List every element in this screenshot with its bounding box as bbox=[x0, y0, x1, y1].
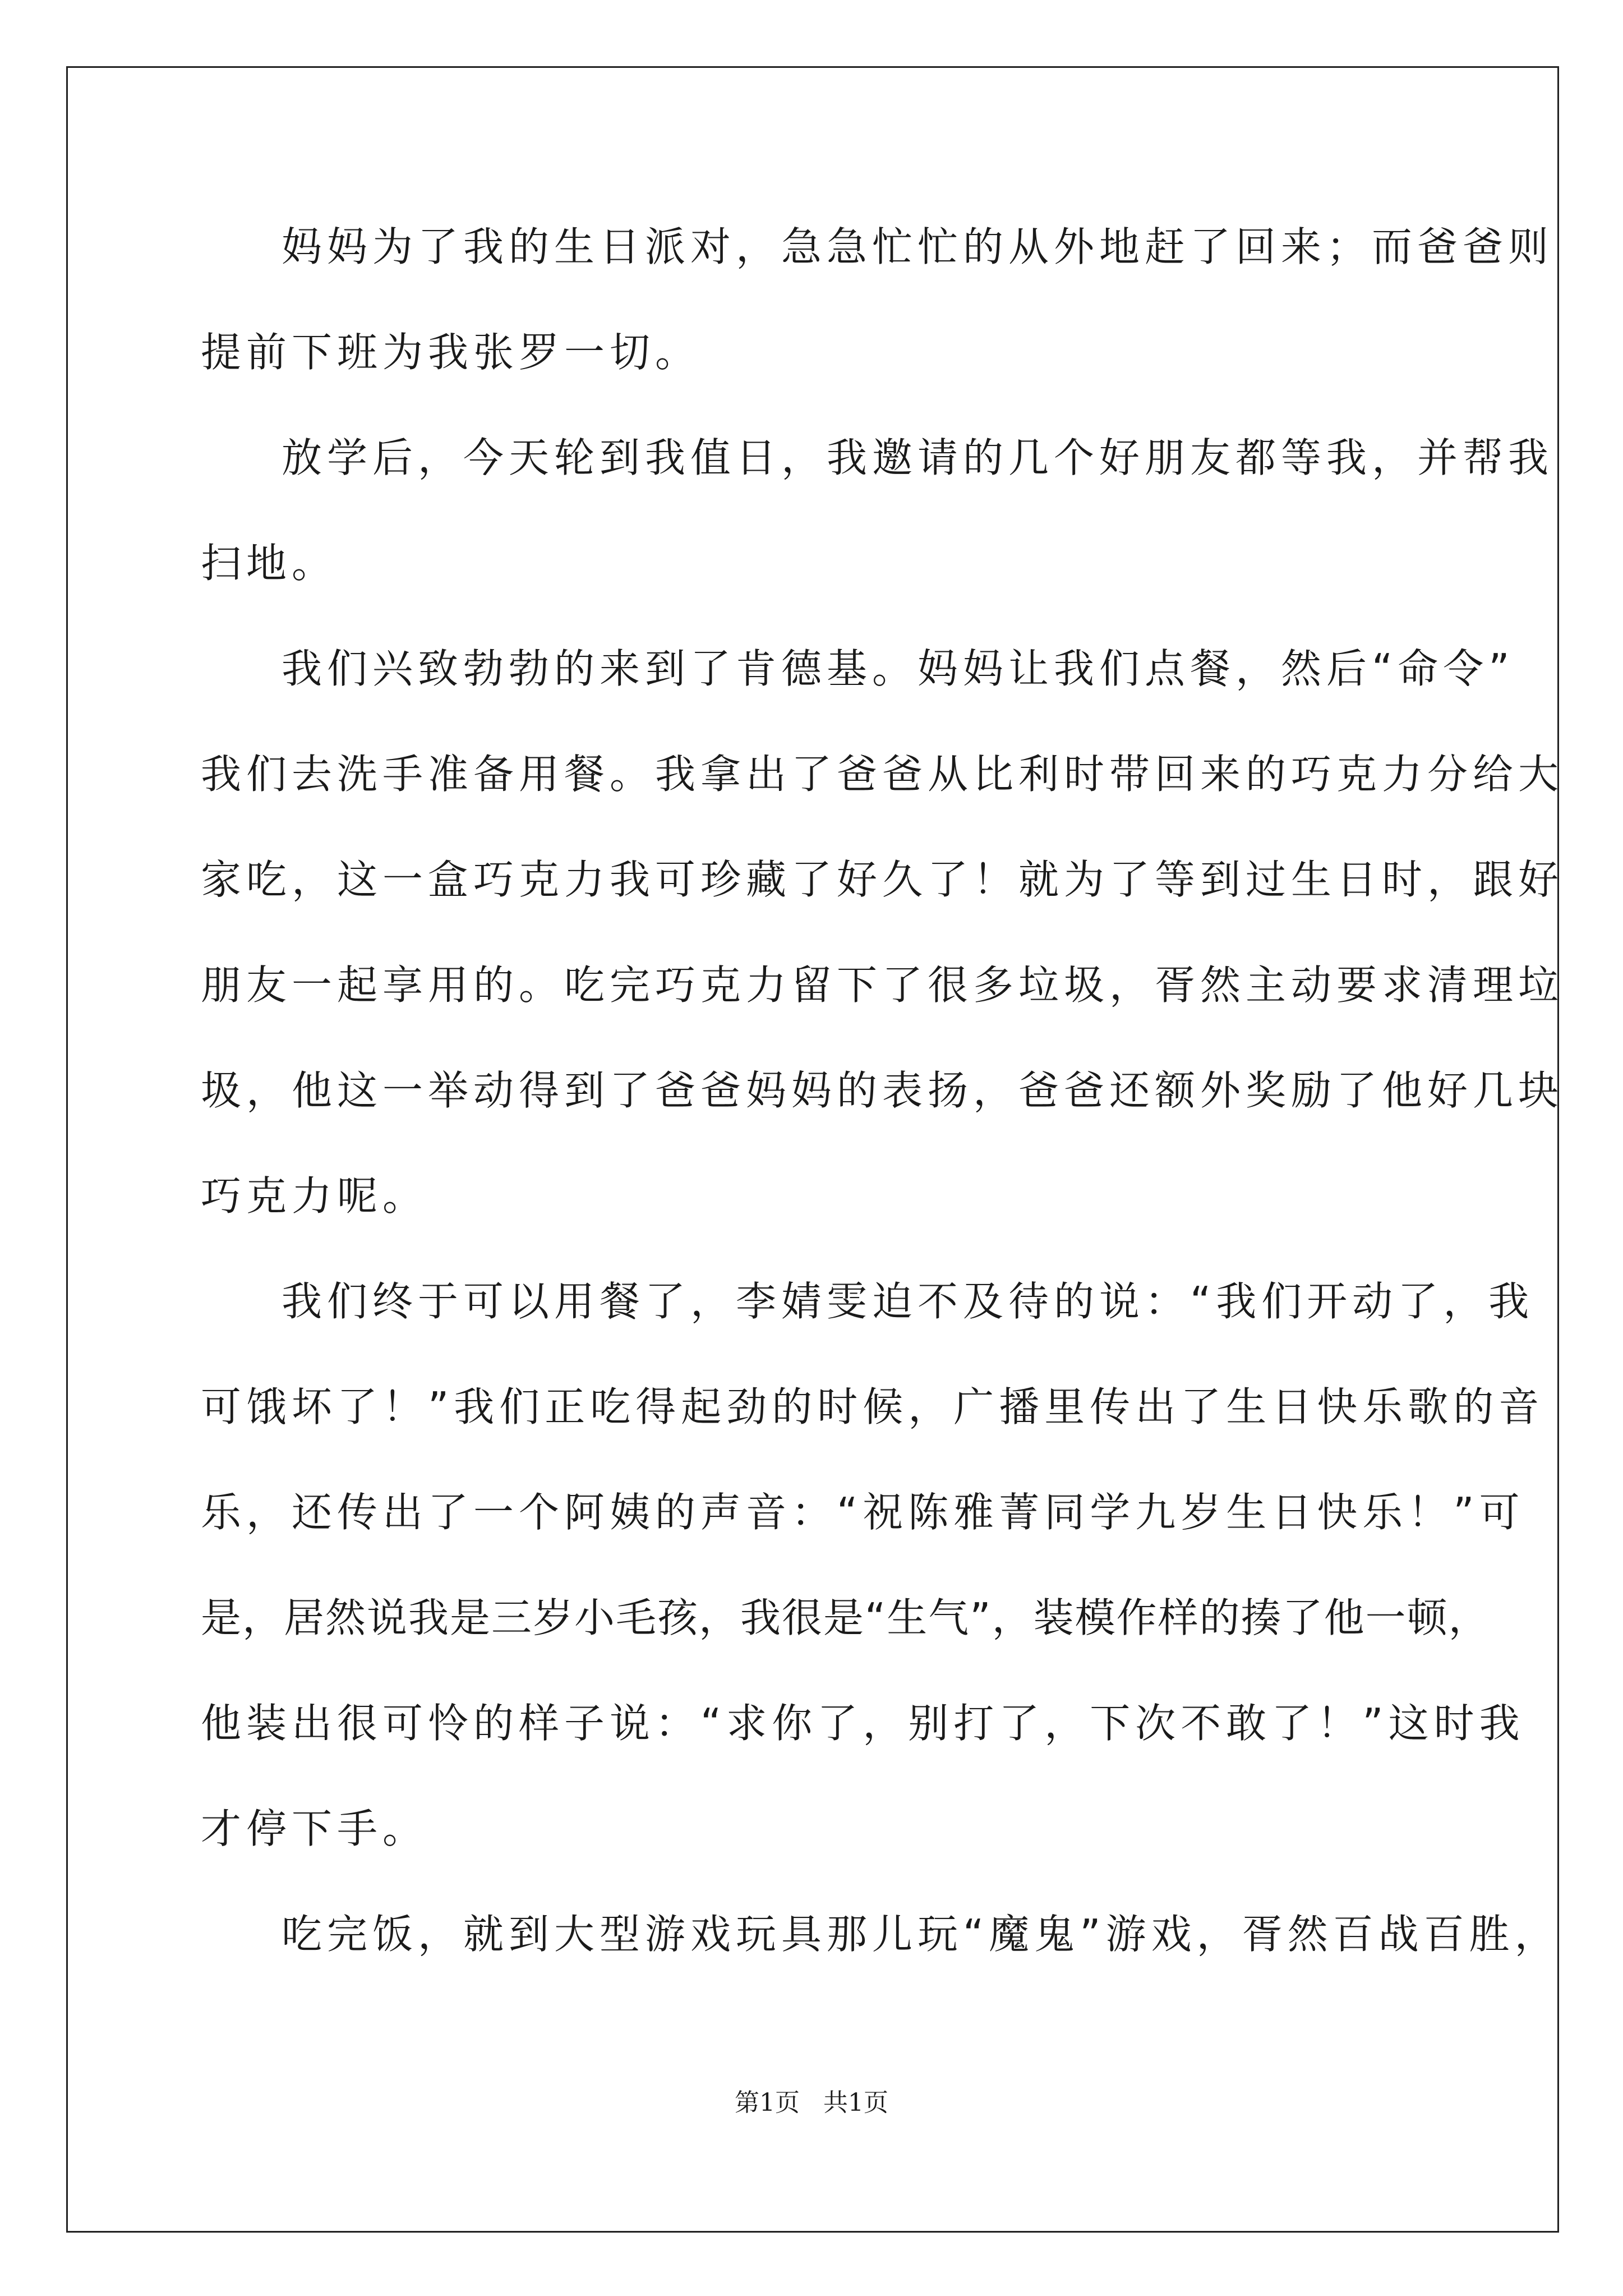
text-line: 圾，他这一举动得到了爸爸妈妈的表扬，爸爸还额外奖励了他好几块 bbox=[201, 1067, 1564, 1114]
text-line: 乐，还传出了一个阿姨的声音：“祝陈雅菁同学九岁生日快乐！”可 bbox=[201, 1489, 1525, 1536]
text-line: 可饿坏了！”我们正吃得起劲的时候，广播里传出了生日快乐歌的音 bbox=[201, 1383, 1544, 1430]
page-total: 共1页 bbox=[823, 2088, 888, 2117]
text-line: 提前下班为我张罗一切。 bbox=[201, 329, 701, 376]
text-line: 才停下手。 bbox=[201, 1805, 428, 1852]
text-line: 是，居然说我是三岁小毛孩，我很是“生气”，装模作样的揍了他一顿， bbox=[201, 1594, 1490, 1641]
text-line: 我们兴致勃勃的来到了肯德基。妈妈让我们点餐，然后“命令” bbox=[282, 645, 1515, 692]
text-line: 扫地。 bbox=[201, 540, 338, 587]
text-line: 家吃，这一盒巧克力我可珍藏了好久了！就为了等到过生日时，跟好 bbox=[201, 856, 1564, 903]
text-line: 放学后，今天轮到我值日，我邀请的几个好朋友都等我，并帮我 bbox=[282, 434, 1554, 481]
page-footer bbox=[0, 2082, 1623, 2118]
text-line: 妈妈为了我的生日派对，急急忙忙的从外地赶了回来；而爸爸则 bbox=[282, 223, 1554, 270]
text-line: 我们去洗手准备用餐。我拿出了爸爸从比利时带回来的巧克力分给大 bbox=[201, 751, 1564, 798]
text-line: 巧克力呢。 bbox=[201, 1172, 428, 1220]
text-line: 我们终于可以用餐了，李婧雯迫不及待的说：“我们开动了，我 bbox=[282, 1278, 1534, 1325]
page-number: 第1页 bbox=[735, 2088, 800, 2117]
text-line: 他装出很可怜的样子说：“求你了，别打了，下次不敢了！”这时我 bbox=[201, 1700, 1525, 1747]
text-line: 朋友一起享用的。吃完巧克力留下了很多垃圾，胥然主动要求清理垃 bbox=[201, 961, 1564, 1009]
text-line: 吃完饭，就到大型游戏玩具那儿玩“魔鬼”游戏，胥然百战百胜， bbox=[282, 1911, 1560, 1958]
